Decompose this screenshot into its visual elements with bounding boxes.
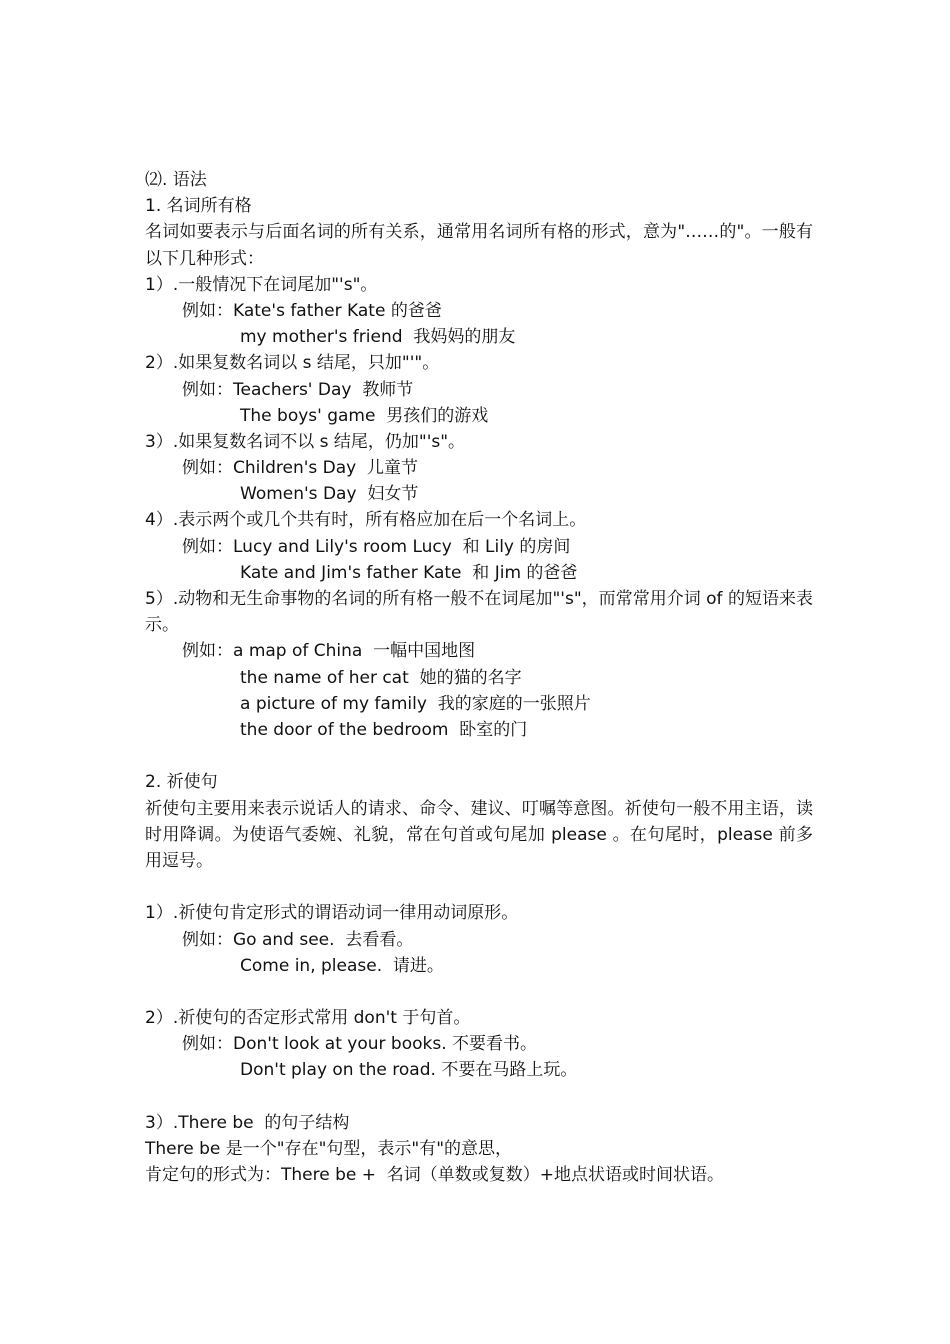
- rule-5: 5）.动物和无生命事物的名词的所有格一般不在词尾加"'s"，而常常用介词 of 的短语来表示。: [145, 589, 813, 636]
- example-line: Women's Day 妇女节: [240, 484, 419, 505]
- example-line: 例如：a map of China 一幅中国地图: [182, 641, 476, 662]
- spacer: [145, 743, 813, 769]
- paragraph-possessive-intro: 名词如要表示与后面名词的所有关系，通常用名词所有格的形式，意为"……的"。一般有以下几种形式：: [145, 222, 813, 269]
- spacer: [145, 874, 813, 900]
- example-line: Kate and Jim's father Kate 和 Jim 的爸爸: [240, 562, 578, 583]
- example-line: the door of the bedroom 卧室的门: [240, 720, 528, 740]
- example-line: 例如：Go and see. 去看看。: [182, 929, 414, 950]
- example-line: the name of her cat 她的猫的名字: [240, 667, 522, 688]
- heading-imperative: 2. 祈使句: [145, 772, 218, 793]
- spacer: [145, 979, 813, 1005]
- example-line: 例如：Teachers' Day 教师节: [182, 379, 414, 400]
- imperative-rule-2: 2）.祈使句的否定形式常用 don't 于句首。: [145, 1008, 471, 1029]
- rule-3: 3）.如果复数名词不以 s 结尾，仍加"'s"。: [145, 431, 466, 452]
- example-line: Don't play on the road. 不要在马路上玩。: [240, 1060, 578, 1081]
- example-line: 例如：Lucy and Lily's room Lucy 和 Lily 的房间: [182, 536, 571, 557]
- example-line: 例如：Don't look at your books. 不要看书。: [182, 1034, 537, 1055]
- example-line: Come in, please. 请进。: [240, 955, 444, 976]
- there-be-line-2: 肯定句的形式为：There be + 名词（单数或复数）+地点状语或时间状语。: [145, 1165, 725, 1186]
- there-be-line-1: There be 是一个"存在"句型，表示"有"的意思，: [145, 1139, 513, 1160]
- spacer: [145, 1084, 813, 1110]
- document-body: [145, 167, 813, 1188]
- section-heading: ⑵. 语法: [145, 170, 207, 190]
- paragraph-imperative-intro: 祈使句主要用来表示说话人的请求、命令、建议、叮嘱等意图。祈使句一般不用主语，读时用降调。为使语气委婉、礼貌，常在句首或句尾加 please 。在句尾时，please 前多用逗号。: [145, 798, 813, 871]
- example-line: a picture of my family 我的家庭的一张照片: [240, 693, 591, 714]
- example-line: The boys' game 男孩们的游戏: [240, 405, 489, 426]
- imperative-rule-1: 1）.祈使句肯定形式的谓语动词一律用动词原形。: [145, 903, 519, 924]
- example-line: my mother's friend 我妈妈的朋友: [240, 327, 516, 348]
- rule-4: 4）.表示两个或几个共有时，所有格应加在后一个名词上。: [145, 510, 587, 531]
- example-line: 例如：Children's Day 儿童节: [182, 458, 419, 479]
- there-be-heading: 3）.There be 的句子结构: [145, 1112, 350, 1133]
- rule-2: 2）.如果复数名词以 s 结尾，只加"'"。: [145, 353, 440, 374]
- example-line: 例如：Kate's father Kate 的爸爸: [182, 300, 442, 321]
- heading-noun-possessive: 1. 名词所有格: [145, 196, 252, 217]
- rule-1: 1）.一般情况下在词尾加"'s"。: [145, 274, 378, 295]
